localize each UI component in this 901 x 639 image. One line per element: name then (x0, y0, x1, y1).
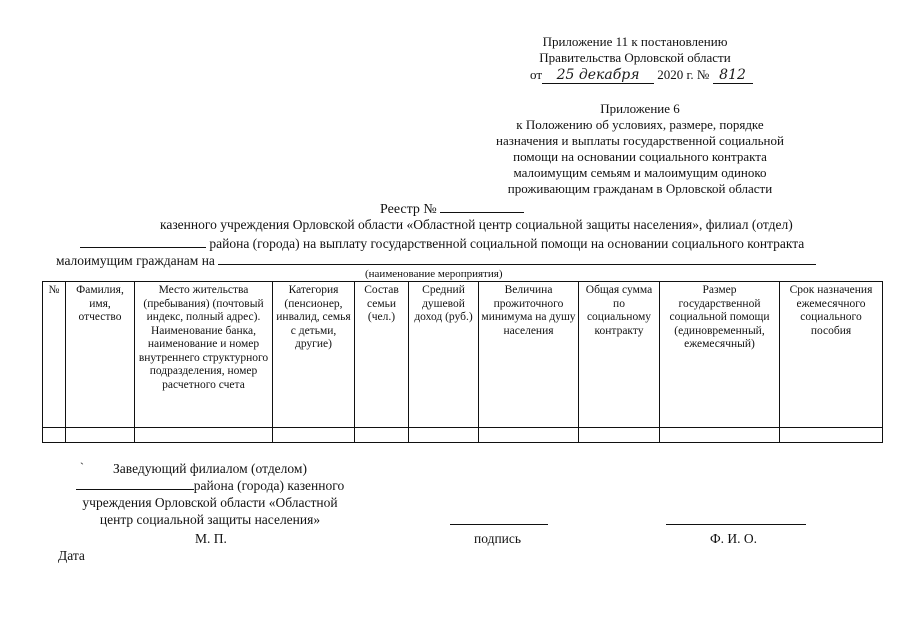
table-header-row (43, 282, 883, 428)
stamp-label: М. П. (195, 531, 227, 546)
event-field[interactable] (218, 252, 816, 265)
handwritten-date: 25 декабря (542, 67, 654, 84)
table-cell[interactable] (660, 428, 780, 443)
appendix-line-4: малоимущим семьям и малоимущим одиноко (513, 165, 767, 180)
table-cell[interactable] (579, 428, 660, 443)
col-residence: Место жительства (пребывания) (почтовый индекс, полный адрес). Наименование банка, наименование и номер внутреннего структурного подразделения, номер расчетного счета (135, 282, 273, 428)
table-row (43, 428, 883, 443)
registry-line-2 (80, 235, 804, 252)
signatory-line-1: Заведующий филиалом (отделом) (113, 461, 307, 476)
date-prefix: от (530, 67, 543, 82)
registry-table (42, 281, 883, 443)
signatory-line-4: центр социальной защиты населения» (99, 512, 321, 527)
col-aid-amount: Размер государственной социальной помощи (единовременный, ежемесячный) (660, 282, 780, 428)
col-avg-income: Средний душевой доход (руб.) (409, 282, 479, 428)
event-caption: (наименование мероприятия) (365, 268, 503, 280)
registry-title (380, 200, 524, 218)
full-name-field[interactable] (666, 512, 806, 525)
col-full-name: Фамилия, имя, отчество (66, 282, 135, 428)
full-name-label: Ф. И. О. (710, 531, 758, 546)
appendix-reference (470, 101, 810, 197)
district-field[interactable] (80, 235, 206, 248)
decree-reference (500, 34, 770, 66)
table-cell[interactable] (135, 428, 273, 443)
appendix-title: Приложение 6 (600, 101, 680, 116)
decree-line-1: Приложение 11 к постановлению (542, 34, 728, 49)
table-cell[interactable] (66, 428, 135, 443)
appendix-line-5: проживающим гражданам в Орловской области (507, 181, 773, 196)
col-subsistence-minimum: Величина прожиточного минимума на душу населения (479, 282, 579, 428)
registry-line-1: казенного учреждения Орловской области «Областной центр социальной защиты населения», филиал (отдел) (160, 217, 793, 232)
table-cell[interactable] (43, 428, 66, 443)
registry-number-field[interactable] (440, 200, 524, 213)
registry-label: Реестр № (380, 202, 437, 217)
col-number: № (43, 282, 66, 428)
decree-line-2: Правительства Орловской области (539, 50, 731, 65)
signatory-district-field[interactable] (76, 477, 194, 490)
table-cell[interactable] (355, 428, 409, 443)
table-cell[interactable] (780, 428, 883, 443)
col-category: Категория (пенсионер, инвалид, семья с детьми, другие) (273, 282, 355, 428)
appendix-line-3: помощи на основании социального контракта (513, 149, 767, 164)
appendix-line-2: назначения и выплаты государственной социальной (496, 133, 784, 148)
signature-label: подпись (474, 531, 522, 546)
appendix-line-1: к Положению об условиях, размере, порядке (516, 117, 764, 132)
signatory-block (60, 460, 360, 528)
table-cell[interactable] (409, 428, 479, 443)
handwritten-number: 812 (713, 67, 753, 84)
date-label: Дата (58, 548, 85, 563)
table-cell[interactable] (273, 428, 355, 443)
signatory-line-2 (60, 477, 360, 494)
decree-date-line (530, 67, 753, 84)
registry-line-3 (56, 252, 816, 269)
decree-year: 2020 г. № (657, 67, 710, 82)
signatory-line-3: учреждения Орловской области «Областной (82, 495, 338, 510)
col-allowance-term: Срок назначения ежемесячного социального пособия (780, 282, 883, 428)
col-family-size: Состав семьи (чел.) (355, 282, 409, 428)
registry-line-3-text: малоимущим гражданам на (56, 253, 215, 268)
registry-line-2-text: района (города) на выплату государственной социальной помощи на основании социального контракта (209, 236, 805, 251)
signature-field[interactable] (450, 512, 548, 525)
stray-mark: ` (80, 460, 84, 474)
table-cell[interactable] (479, 428, 579, 443)
col-contract-total: Общая сумма по социальному контракту (579, 282, 660, 428)
signatory-line-2-text: района (города) казенного (193, 478, 345, 493)
